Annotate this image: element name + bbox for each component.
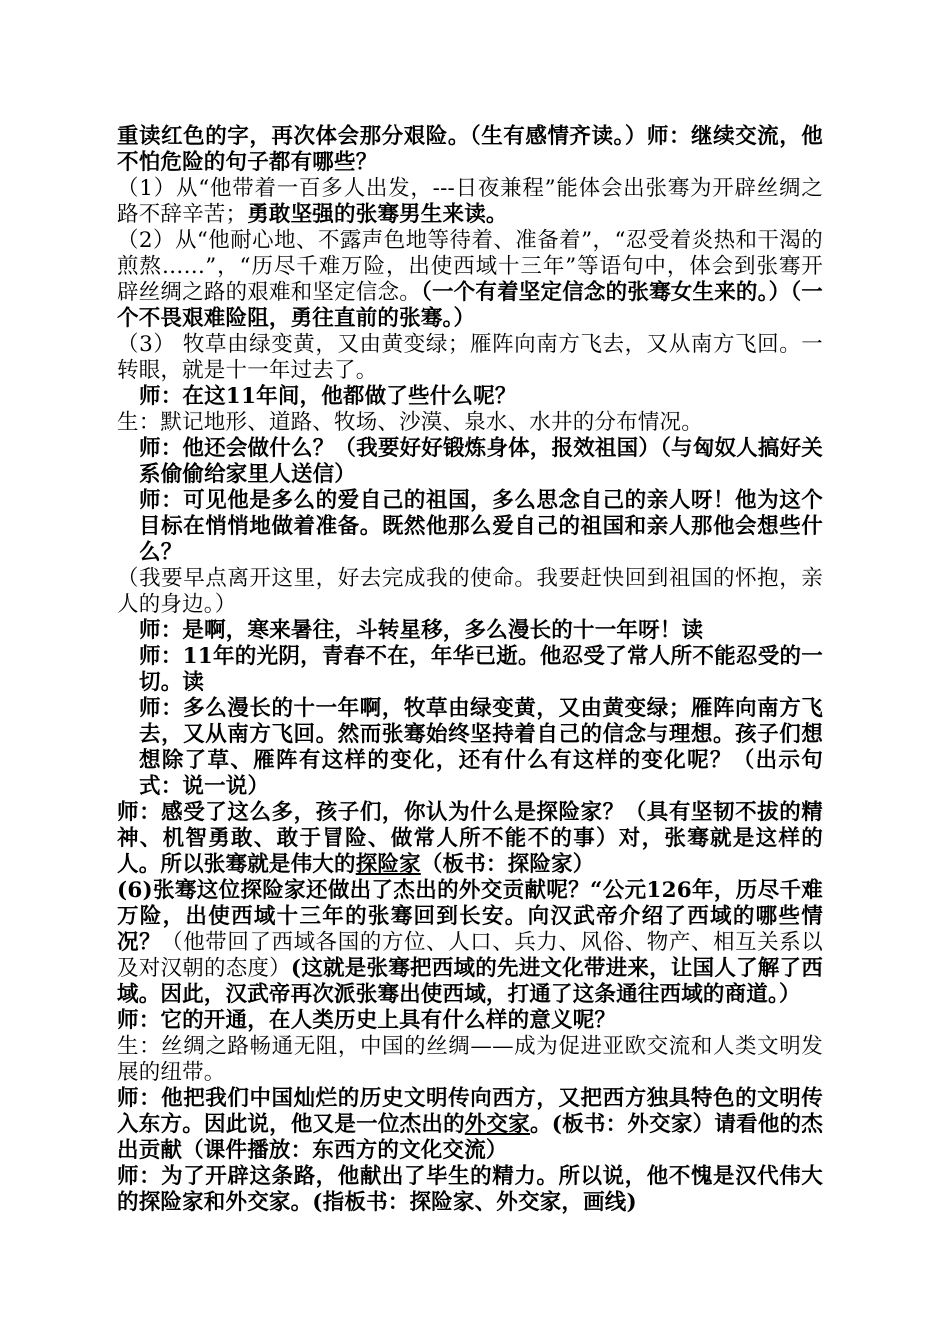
paragraph-13 <box>117 800 823 878</box>
paragraph-4: （3） 牧草由绿变黄，又由黄变绿；雁阵向南方飞去，又从南方飞回。一转眼，就是十一年过去了。 <box>117 332 823 383</box>
paragraph-3-text: （2）从“他耐心地、不露声色地等待着、准备着”，“忍受着炎热和干渴的煎熬……”，“历尽千难万险，出使西域十三年”等语句中，体会到张骞开辟丝绸之路的艰难和坚定信念。 <box>117 228 823 305</box>
explorer-underlined: 探险家 <box>355 852 421 877</box>
paragraph-11: 师：11年的光阴，青春不在，年华已逝。他忍受了常人所不能忍受的一切。读 <box>139 644 823 695</box>
paragraph-12: 师：多么漫长的十一年啊，牧草由绿变黄，又由黄变绿；雁阵向南方飞去，又从南方飞回。然而张骞始终坚持着自己的信念与理想。孩子们想想除了草、雁阵有这样的变化，还有什么有这样的变化呢？（出示句式：说一说） <box>139 696 823 799</box>
paragraph-14 <box>117 878 823 1008</box>
paragraph-14-normal: （他带回了西域各国的方位、人口、兵力、风俗、物产、相互关系以及对汉朝的态度） <box>117 930 823 981</box>
paragraph-13-tail: （板书：探险家） <box>420 852 595 877</box>
paragraph-15: 师：它的开通，在人类历史上具有什么样的意义呢？ <box>117 1008 617 1033</box>
paragraph-17 <box>117 1086 823 1164</box>
document-body <box>117 124 823 1216</box>
paragraph-2-text: （1）从“他带着一百多人出发，---日夜兼程”能体会出张骞为开辟丝绸之路不辞辛苦； <box>117 176 823 227</box>
paragraph-2-bold: 勇敢坚强的张骞男生来读。 <box>247 202 508 227</box>
paragraph-10: 师：是啊，寒来暑往，斗转星移，多么漫长的十一年呀！读 <box>139 618 704 643</box>
paragraph-5: 师：在这11年间，他都做了些什么呢？ <box>139 384 517 409</box>
paragraph-14-bold: (6)张骞这位探险家还做出了杰出的外交贡献呢？“公元126年，历尽千难万险，出使西域十三年的张骞回到长安。向汉武帝介绍了西域的哪些情况？ <box>117 878 823 955</box>
paragraph-3 <box>117 228 823 332</box>
paragraph-9: （我要早点离开这里，好去完成我的使命。我要赶快回到祖国的怀抱，亲人的身边。） <box>117 566 823 617</box>
paragraph-13-text: 师：感受了这么多，孩子们，你认为什么是探险家？（具有坚韧不拔的精神、机智勇敢、敢于冒险、做常人所不能不的事）对，张骞就是这样的人。所以张骞就是伟大的 <box>117 800 823 877</box>
paragraph-14-bold-tail: (这就是张骞把西域的先进文化带进来，让国人了解了西域。因此，汉武帝再次派张骞出使西域，打通了这条通往西域的商道。） <box>117 956 823 1007</box>
paragraph-17-tail: 。(板书：外交家）请看他的杰出贡献（课件播放：东西方的文化交流） <box>117 1112 823 1163</box>
paragraph-2 <box>117 176 823 228</box>
paragraph-1: 重读红色的字，再次体会那分艰险。（生有感情齐读。）师：继续交流，他不怕危险的句子都有哪些？ <box>117 124 823 175</box>
paragraph-7: 师：他还会做什么？（我要好好锻炼身体，报效祖国）（与匈奴人搞好关系偷偷给家里人送信） <box>139 436 823 487</box>
paragraph-8: 师：可见他是多么的爱自己的祖国，多么思念自己的亲人呀！他为这个目标在悄悄地做着准备。既然他那么爱自己的祖国和亲人那他会想些什么？ <box>139 488 823 565</box>
paragraph-6: 生：默记地形、道路、牧场、沙漠、泉水、水井的分布情况。 <box>117 410 703 435</box>
paragraph-16: 生：丝绸之路畅通无阻，中国的丝绸——成为促进亚欧交流和人类文明发展的纽带。 <box>117 1034 823 1085</box>
paragraph-18: 师：为了开辟这条路，他献出了毕生的精力。所以说，他不愧是汉代伟大的探险家和外交家。(指板书：探险家、外交家，画线) <box>117 1164 823 1215</box>
paragraph-3-bold: （一个有着坚定信念的张骞女生来的。）（一个不畏艰难险阻，勇往直前的张骞。） <box>117 280 823 331</box>
paragraph-17-text: 师：他把我们中国灿烂的历史文明传向西方，又把西方独具特色的文明传入东方。因此说，他又是一位杰出的 <box>117 1086 823 1137</box>
diplomat-underlined: 外交家 <box>464 1112 531 1137</box>
